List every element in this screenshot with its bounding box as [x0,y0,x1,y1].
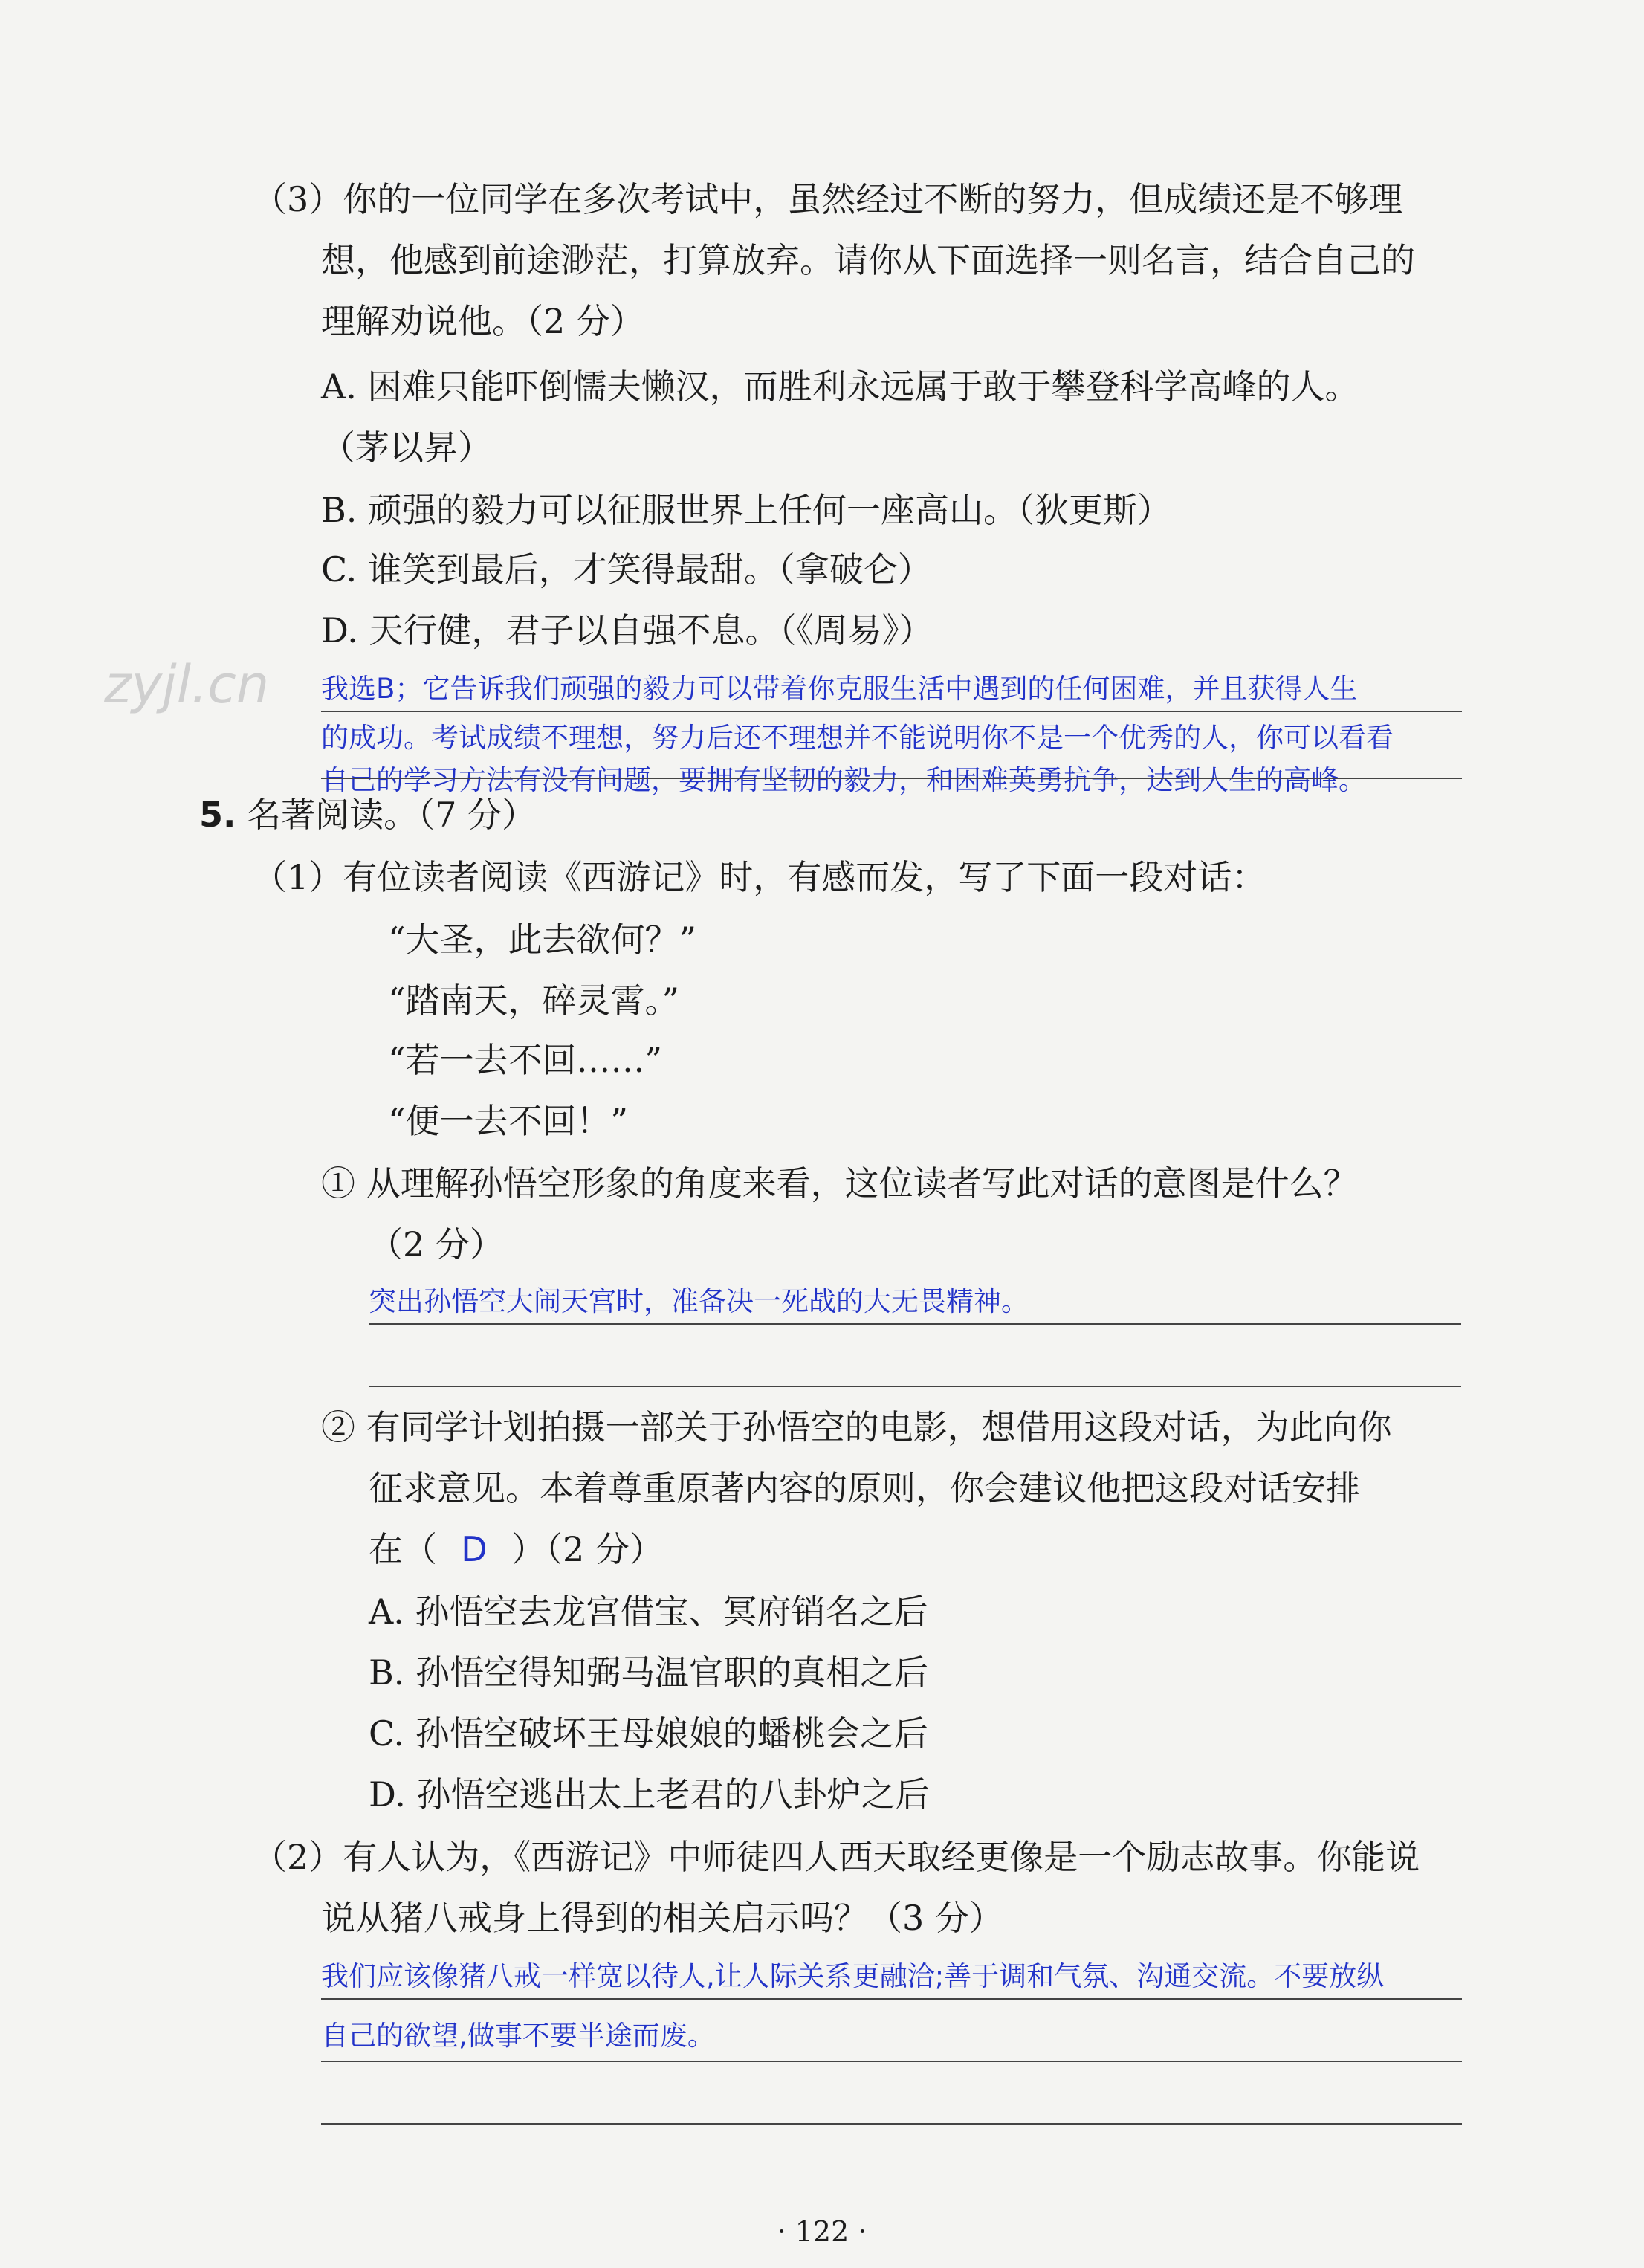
sub2-question-line-3 [369,1527,664,1571]
q3-option-a-line-1: A. 困难只能吓倒懦夫懒汉，而胜利永远属于敢于攀登科学高峰的人。 [321,366,1359,407]
q5-title: 名著阅读。（7 分） [247,795,536,835]
answer-rule [321,778,1462,779]
sub2-answer: D [461,1529,488,1569]
sub2-option-a: A. 孙悟空去龙宫借宝、冥府销名之后 [369,1592,928,1632]
q3-answer-line-2: 的成功。考试成绩不理想，努力后还不理想并不能说明你不是一个优秀的人，你可以看看 [321,722,1394,754]
sub2-option-b: B. 孙悟空得知弼马温官职的真相之后 [369,1652,929,1693]
q3-answer-line-1: 我选B；它告诉我们顽强的毅力可以带着你克服生活中遇到的任何困难，并且获得人生 [321,673,1358,705]
sub1-answer: 突出孙悟空大闹天宫时，准备决一死战的大无畏精神。 [369,1285,1029,1317]
dialogue-line-2: “踏南天，碎灵霄。” [388,980,680,1021]
q3-option-a-line-2: （茅以昇） [321,427,492,468]
sub1-question-line-2: （2 分） [369,1224,504,1264]
watermark-logo: zyjl.cn [104,654,270,715]
answer-rule [321,2123,1462,2125]
q5-part1-intro: （1）有位读者阅读《西游记》时，有感而发，写了下面一段对话： [253,857,1266,897]
page-number: · 122 · [777,2215,867,2248]
part2-answer-line-2: 自己的欲望,做事不要半途而废。 [321,2020,715,2052]
sub2-question-line-1: ② 有同学计划拍摄一部关于孙悟空的电影，想借用这段对话，为此向你 [321,1407,1392,1447]
sub2-option-c: C. 孙悟空破坏王母娘娘的蟠桃会之后 [369,1713,928,1754]
q3-text-line-2: 想，他感到前途渺茫，打算放弃。请你从下面选择一则名言，结合自己的 [321,240,1415,280]
sub1-question-line-1: ① 从理解孙悟空形象的角度来看，这位读者写此对话的意图是什么？ [321,1163,1358,1204]
q5-number: 5. [199,795,236,835]
q3-option-c: C. 谁笑到最后，才笑得最甜。（拿破仑） [321,549,932,589]
answer-rule [321,2061,1462,2062]
answer-rule [369,1386,1461,1387]
part2-question-line-2: 说从猪八戒身上得到的相关启示吗？（3 分） [321,1898,1003,1938]
sub2-option-d: D. 孙悟空逃出太上老君的八卦炉之后 [369,1774,930,1815]
part2-answer-line-1: 我们应该像猪八戒一样宽以待人,让人际关系更融洽;善于调和气氛、沟通交流。不要放纵 [321,1960,1385,1992]
answer-rule [321,711,1462,712]
answer-rule [321,1998,1462,2000]
part2-question-line-1: （2）有人认为，《西游记》中师徒四人西天取经更像是一个励志故事。你能说 [253,1837,1420,1877]
dialogue-line-4: “便一去不回！” [388,1101,629,1141]
q3-text-line-1: （3）你的一位同学在多次考试中，虽然经过不断的努力，但成绩还是不够理 [253,179,1403,219]
q3-text-line-3: 理解劝说他。（2 分） [321,301,644,341]
q5-heading [199,792,536,837]
q3-option-d: D. 天行健，君子以自强不息。（《周易》） [321,610,933,650]
sub2-blank-prefix: 在（ [369,1529,437,1569]
q3-option-b: B. 顽强的毅力可以征服世界上任何一座高山。（狄更斯） [321,490,1172,530]
answer-rule [369,1323,1461,1325]
sub2-question-line-2: 征求意见。本着尊重原著内容的原则，你会建议他把这段对话安排 [369,1468,1360,1508]
dialogue-line-3: “若一去不回……” [388,1040,663,1080]
dialogue-line-1: “大圣，此去欲何？” [388,920,697,960]
sub2-blank-suffix: ）（2 分） [511,1529,664,1569]
q3-answer-line-3: 自己的学习方法有没有问题，要拥有坚韧的毅力，和困难英勇抗争，达到人生的高峰。 [321,764,1366,796]
